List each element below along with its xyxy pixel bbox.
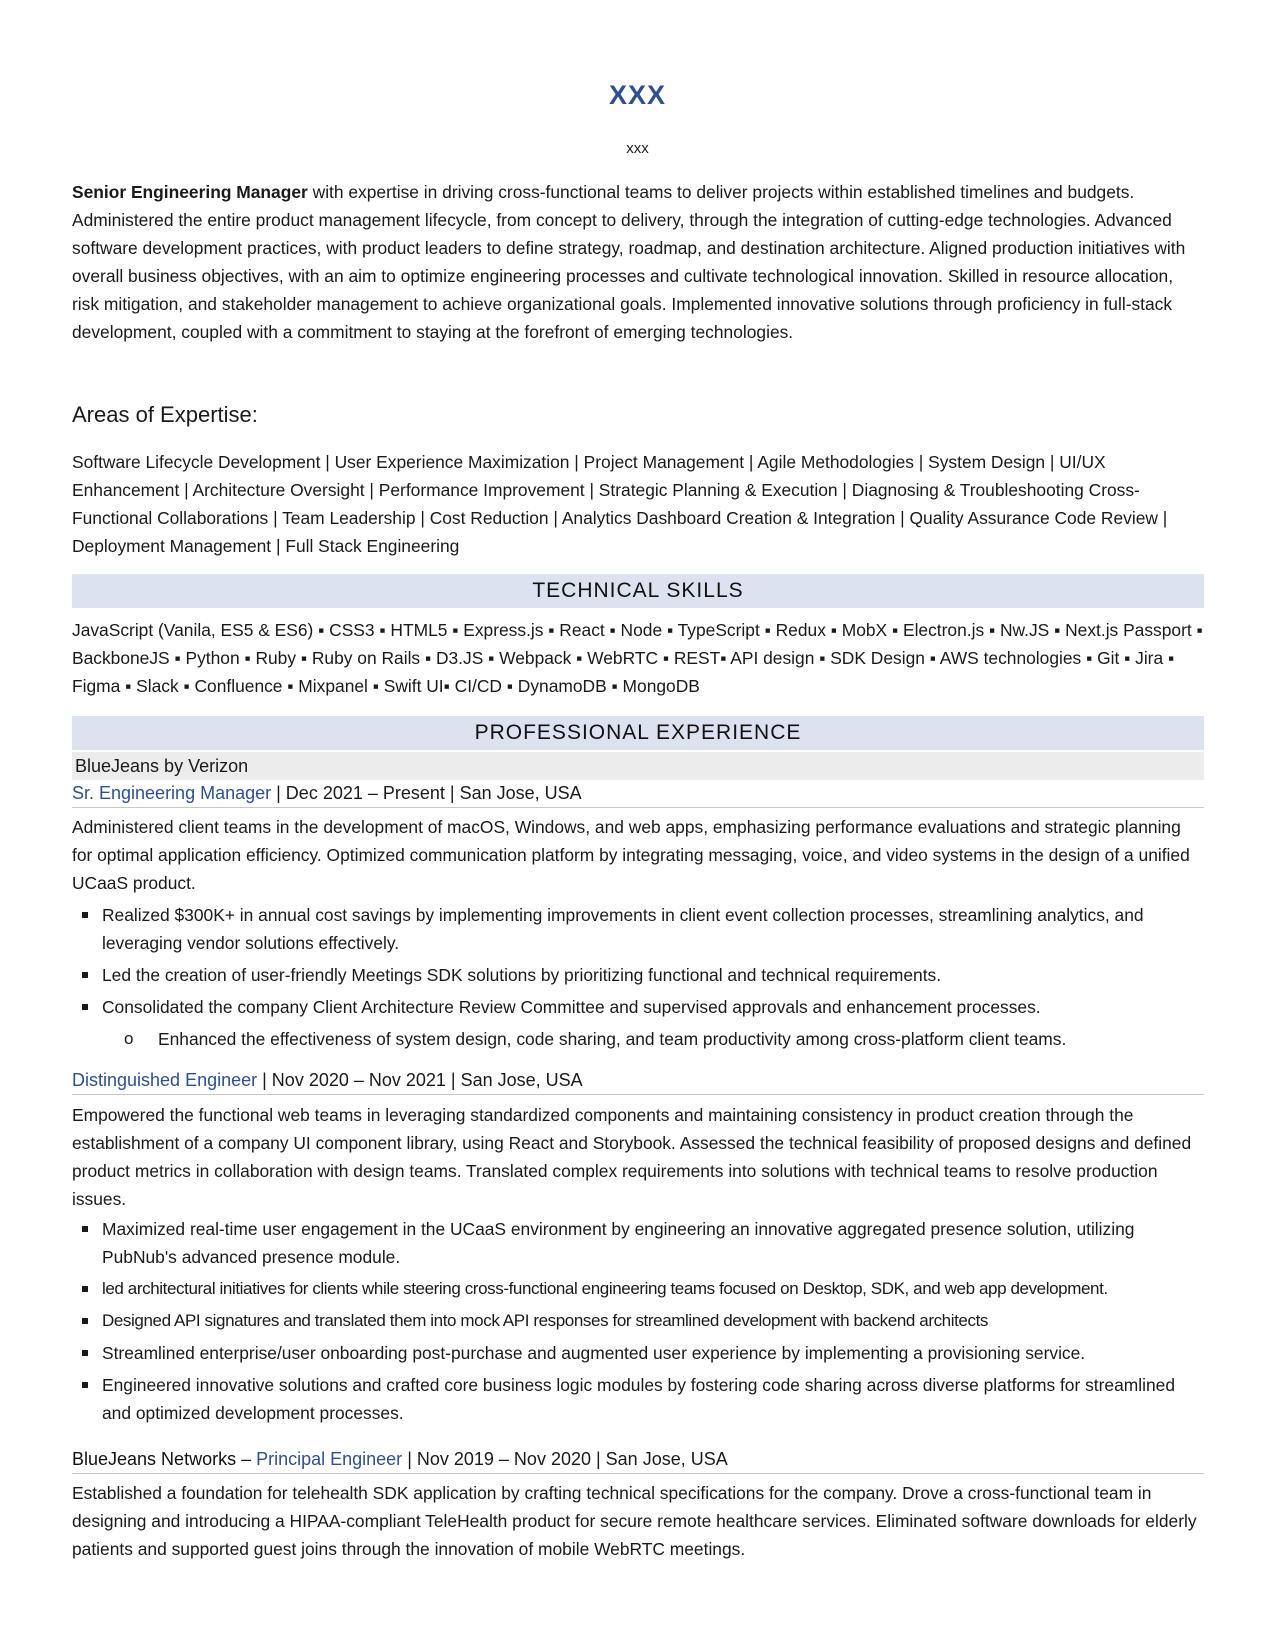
bullet-square-icon (82, 1004, 88, 1010)
bullet-square-icon (82, 1350, 88, 1356)
section-heading-professional-experience: PROFESSIONAL EXPERIENCE (72, 716, 1204, 750)
list-item: Consolidated the company Client Architecture Review Committee and supervised approvals and enhancement processes. (72, 993, 1204, 1021)
section-heading-technical-skills: TECHNICAL SKILLS (72, 574, 1204, 608)
role-summary: Administered client teams in the development of macOS, Windows, and web apps, emphasizing performance evaluations and strategic planning for optimal application efficiency. Optimized communication platform by integrating messaging, voice, and video systems in the design of a unified UCaaS product. (72, 817, 1190, 893)
role-summary: Empowered the functional web teams in leveraging standardized components and maintaining consistency in product creation through the establishment of a company UI component library, using React and Storybook. Assessed the technical feasibility of proposed designs and defined product metrics in collaboration with design teams. Translated complex requirements into solutions with technical teams to resolve production issues. (72, 1105, 1192, 1209)
contact-line: xxx (626, 140, 649, 157)
bullet-square-icon (82, 1318, 88, 1324)
achievement-list (72, 1215, 1204, 1431)
role-header (72, 780, 1204, 808)
list-item: Designed API signatures and translated them into mock API responses for streamlined development with backend architects (72, 1307, 1204, 1335)
bullet-square-icon (82, 1286, 88, 1292)
bullet-square-icon (82, 912, 88, 918)
list-item: Led the creation of user-friendly Meetings SDK solutions by prioritizing functional and technical requirements. (72, 961, 1204, 989)
company-name: BlueJeans by Verizon (72, 752, 1204, 780)
bullet-square-icon (82, 972, 88, 978)
role-meta: | Nov 2019 – Nov 2020 | San Jose, USA (402, 1449, 728, 1469)
list-item: Realized $300K+ in annual cost savings by implementing improvements in client event collection processes, streamlining analytics, and leveraging vendor solutions effectively. (72, 901, 1204, 957)
role-meta: | Dec 2021 – Present | San Jose, USA (271, 783, 582, 803)
summary-lead: Senior Engineering Manager (72, 182, 308, 202)
expertise-heading: Areas of Expertise: (72, 402, 258, 427)
list-item: Streamlined enterprise/user onboarding post-purchase and augmented user experience by implementing a provisioning service. (72, 1339, 1204, 1367)
expertise-list: Software Lifecycle Development | User Experience Maximization | Project Management | Agile Methodologies | System Design | UI/UX Enhancement | Architecture Oversight | Performance Improvement | Strategic Planning & Execution | Diagnosing & Troubleshooting Cross-Functional Collaborations | Team Leadership | Cost Reduction | Analytics Dashboard Creation & Integration | Quality Assurance Code Review | Deployment Management | Full Stack Engineering (72, 452, 1168, 556)
bullet-circle-icon: o (124, 1029, 134, 1048)
bullet-square-icon (82, 1382, 88, 1388)
role-title: Distinguished Engineer (72, 1070, 258, 1090)
candidate-name: XXX (608, 80, 667, 110)
summary-paragraph (72, 178, 1204, 346)
bullet-square-icon (82, 1226, 88, 1232)
role-title: Sr. Engineering Manager (72, 783, 272, 803)
role-separator: – (236, 1449, 257, 1469)
role-summary: Established a foundation for telehealth SDK application by crafting technical specifications for the company. Drove a cross-functional team in designing and introducing a HIPAA-compliant TeleHealth product for secure remote healthcare services. Eliminated software downloads for elderly patients and supported guest joins through the innovation of mobile WebRTC meetings. (72, 1483, 1197, 1559)
list-item: Engineered innovative solutions and crafted core business logic modules by fostering code sharing across diverse platforms for streamlined and optimized development processes. (72, 1371, 1204, 1427)
list-item: Maximized real-time user engagement in the UCaaS environment by engineering an innovative aggregated presence solution, utilizing PubNub's advanced presence module. (72, 1215, 1204, 1271)
role-header (72, 1067, 1204, 1095)
company-name: BlueJeans Networks (72, 1449, 237, 1469)
technical-skills-list: JavaScript (Vanila, ES5 & ES6) ▪ CSS3 ▪ HTML5 ▪ Express.js ▪ React ▪ Node ▪ TypeScript ▪ Redux ▪ MobX ▪ Electron.js ▪ Nw.JS ▪ Next.js Passport ▪ BackboneJS ▪ Python ▪ Ruby ▪ Ruby on Rails ▪ D3.JS ▪ Webpack ▪ WebRTC ▪ REST▪ API design ▪ SDK Design ▪ AWS technologies ▪ Git ▪ Jira ▪ Figma ▪ Slack ▪ Confluence ▪ Mixpanel ▪ Swift UI▪ CI/CD ▪ DynamoDB ▪ MongoDB (72, 620, 1203, 696)
role-header (72, 1446, 1204, 1474)
list-item: led architectural initiatives for clients while steering cross-functional engineering teams focused on Desktop, SDK, and web app development. (72, 1275, 1204, 1303)
achievement-list (72, 901, 1204, 1057)
summary-text: with expertise in driving cross-functional teams to deliver projects within established timelines and budgets. Administered the entire product management lifecycle, from concept to delivery, through the integration of cutting-edge technologies. Advanced software development practices, with product leaders to define strategy, roadmap, and destination architecture. Aligned production initiatives with overall business objectives, with an aim to optimize engineering processes and cultivate technological innovation. Skilled in resource allocation, risk mitigation, and stakeholder management to achieve organizational goals. Implemented innovative solutions through proficiency in full-stack development, coupled with a commitment to staying at the forefront of emerging technologies. (72, 182, 1186, 342)
role-meta: | Nov 2020 – Nov 2021 | San Jose, USA (257, 1070, 583, 1090)
sub-list-item: o Enhanced the effectiveness of system design, code sharing, and team productivity among cross-platform client teams. (72, 1025, 1204, 1053)
role-title: Principal Engineer (256, 1449, 403, 1469)
